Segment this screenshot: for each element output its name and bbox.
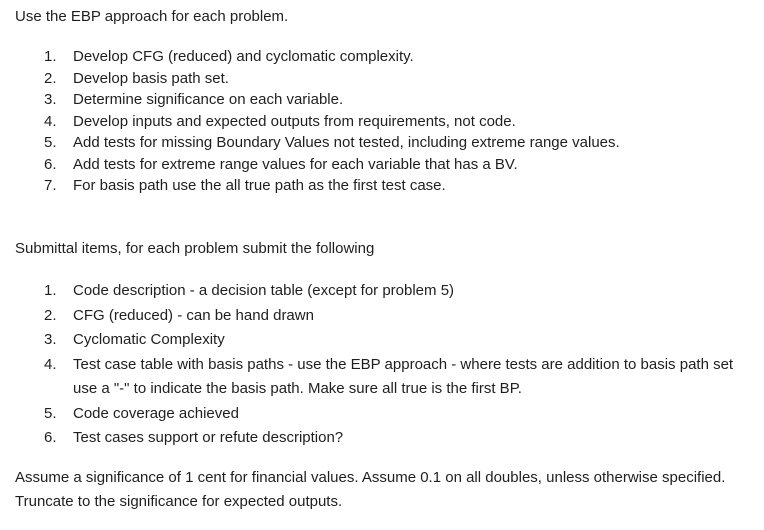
- list-number: 5.: [44, 404, 57, 422]
- assumption-paragraph: Assume a significance of 1 cent for financial values. Assume 0.1 on all doubles, unless otherwise specified. Truncate to the significance for expected outputs.: [15, 469, 726, 510]
- list-number: 7.: [44, 177, 57, 194]
- list-text: Code description - a decision table (except for problem 5): [73, 282, 455, 299]
- list-item: [0, 402, 764, 427]
- list-text: CFG (reduced) - can be hand drawn: [73, 306, 314, 324]
- list-text: Add tests for missing Boundary Values not tested, including extreme range values.: [73, 134, 620, 151]
- list-item: [0, 175, 764, 197]
- list-number: 3.: [44, 91, 57, 108]
- list-text: Test case table with basis paths - use the EBP approach - where tests are addition to basis path set use a "-" to indicate the basis path. Make sure all true is the first BP.: [73, 355, 734, 397]
- list-item: [0, 426, 764, 451]
- list-number: 2.: [44, 69, 57, 87]
- list-item: [0, 353, 764, 402]
- list-text: Develop inputs and expected outputs from requirements, not code.: [73, 112, 516, 130]
- list-text: Cyclomatic Complexity: [73, 331, 225, 348]
- list-number: 6.: [44, 429, 57, 446]
- ebp-steps-list: [0, 46, 764, 197]
- list-text: For basis path use the all true path as the first test case.: [73, 177, 446, 194]
- list-text: Determine significance on each variable.: [73, 91, 344, 108]
- list-text: Test cases support or refute description?: [73, 429, 344, 446]
- list-item: [0, 111, 764, 133]
- list-text: Code coverage achieved: [73, 404, 239, 422]
- list-text: Develop CFG (reduced) and cyclomatic complexity.: [73, 48, 414, 65]
- list-item: [0, 154, 764, 176]
- list-item: [0, 279, 764, 304]
- list-number: 1.: [44, 282, 57, 299]
- list-number: 4.: [44, 112, 57, 130]
- list-item: [0, 46, 764, 68]
- list-item: [0, 328, 764, 353]
- list-number: 3.: [44, 331, 57, 348]
- list-item: [0, 132, 764, 154]
- list-number: 1.: [44, 48, 57, 65]
- list-number: 5.: [44, 134, 57, 151]
- list-text: Add tests for extreme range values for each variable that has a BV.: [73, 155, 518, 173]
- list-text: Develop basis path set.: [73, 69, 229, 87]
- list-item: [0, 68, 764, 90]
- list-number: 4.: [44, 355, 57, 373]
- list-number: 2.: [44, 306, 57, 324]
- list-item: [0, 89, 764, 111]
- list-number: 6.: [44, 155, 57, 173]
- list-item: [0, 304, 764, 329]
- submittal-items-list: [0, 279, 764, 451]
- submittal-heading: Submittal items, for each problem submit the following: [15, 240, 375, 257]
- intro-paragraph: Use the EBP approach for each problem.: [15, 8, 289, 25]
